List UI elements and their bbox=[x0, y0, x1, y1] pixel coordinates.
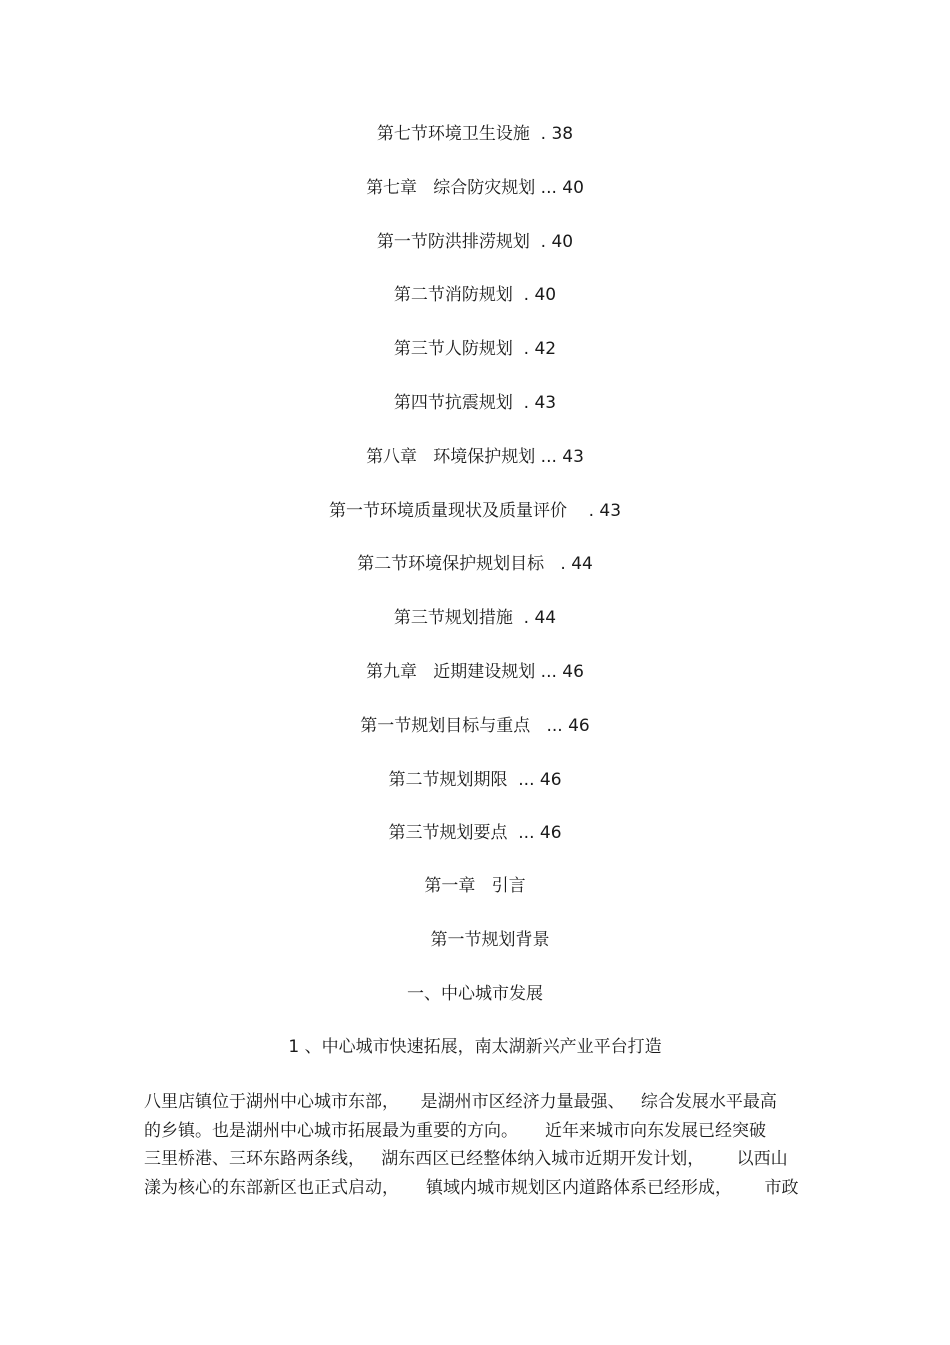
paragraph-line: 的乡镇。也是湖州中心城市拓展最为重要的方向。 近年来城市向东发展已经突破 bbox=[144, 1120, 767, 1141]
toc-entry[interactable]: 第三节人防规划 . 42 bbox=[393, 339, 557, 360]
item-title: 1 、中心城市快速拓展，南太湖新兴产业平台打造 bbox=[288, 1037, 662, 1057]
body-paragraph bbox=[144, 1088, 814, 1202]
toc-entry[interactable]: 第二节规划期限 ... 46 bbox=[388, 769, 562, 790]
toc-entry[interactable]: 第八章 环境保护规划 ... 43 bbox=[366, 446, 584, 467]
paragraph-line: 三里桥港、三环东路两条线， 湖东西区已经整体纳入城市近期开发计划， 以西山 bbox=[144, 1149, 788, 1169]
paragraph-line: 八里店镇位于湖州中心城市东部， 是湖州市区经济力量最强、 综合发展水平最高 bbox=[144, 1092, 777, 1112]
toc-entry[interactable]: 第七节环境卫生设施 . 38 bbox=[376, 124, 574, 144]
toc-entry[interactable]: 第一节环境质量现状及质量评价 . 43 bbox=[328, 500, 622, 521]
chapter-title: 第一章 引言 bbox=[424, 876, 526, 896]
section-title: 第一节规划背景 bbox=[430, 930, 550, 950]
toc-entry[interactable]: 第一节防洪排涝规划 . 40 bbox=[376, 231, 574, 252]
paragraph-line: 漾为核心的东部新区也正式启动， 镇域内城市规划区内道路体系已经形成， 市政 bbox=[144, 1177, 799, 1198]
toc-entry[interactable]: 第三节规划措施 . 44 bbox=[393, 608, 557, 629]
toc-entry[interactable]: 第二节环境保护规划目标 . 44 bbox=[357, 554, 593, 575]
toc-entry[interactable]: 第三节规划要点 ... 46 bbox=[388, 823, 562, 844]
toc-entry[interactable]: 第一节规划目标与重点 ... 46 bbox=[360, 715, 590, 736]
toc-entry[interactable]: 第七章 综合防灾规划 ... 40 bbox=[366, 177, 584, 198]
subsection-title: 一、中心城市发展 bbox=[407, 984, 543, 1004]
toc-entry[interactable]: 第九章 近期建设规划 ... 46 bbox=[366, 661, 584, 682]
table-of-contents bbox=[0, 122, 950, 875]
toc-entry[interactable]: 第四节抗震规划 . 43 bbox=[393, 392, 557, 413]
toc-entry[interactable]: 第二节消防规划 . 40 bbox=[393, 285, 557, 306]
